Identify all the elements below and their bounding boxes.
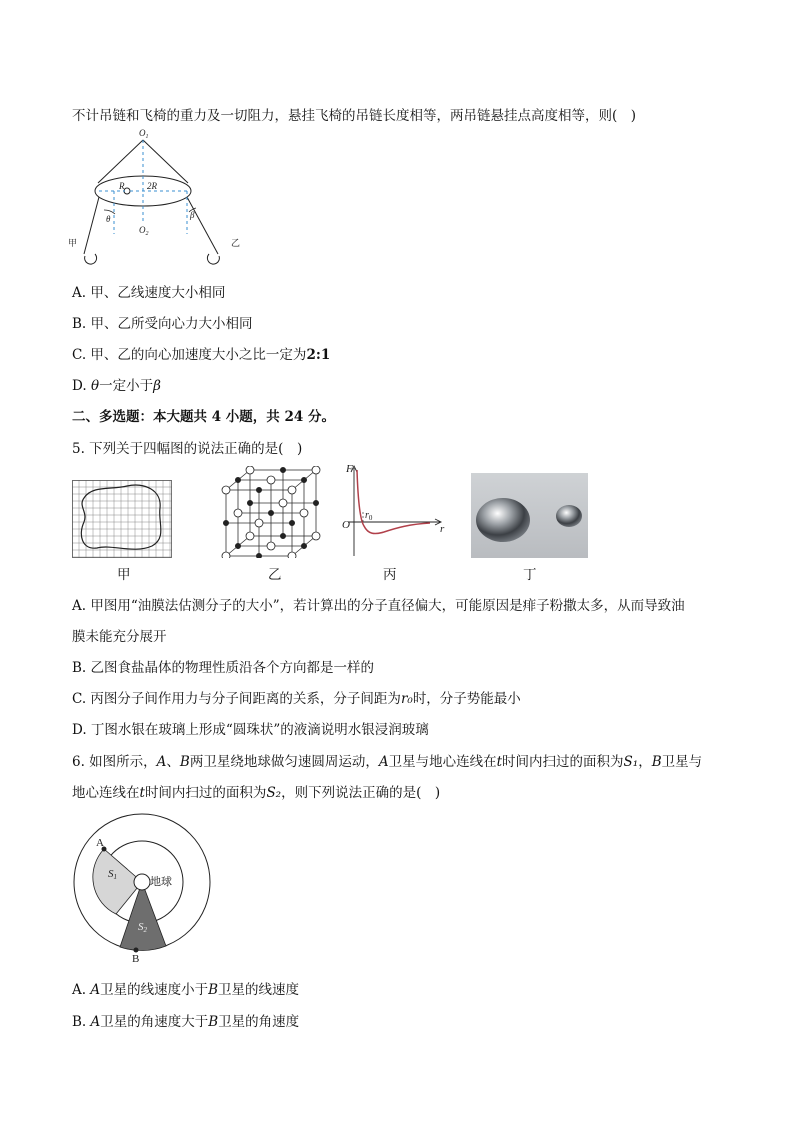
q4-option-a: A. 甲、乙线速度大小相同	[72, 285, 226, 301]
sodium-ion	[289, 520, 294, 525]
chloride-ion	[222, 552, 230, 558]
chloride-ion	[246, 466, 254, 474]
chloride-ion	[234, 509, 242, 517]
svg-text:R: R	[119, 181, 125, 191]
q6-option-b: B. A卫星的角速度大于B卫星的角速度	[72, 1014, 300, 1030]
sodium-ion	[223, 520, 228, 525]
sodium-ion	[247, 500, 252, 505]
large-mercury-drop	[476, 498, 530, 542]
force-distance-graph	[340, 462, 450, 562]
chloride-ion	[288, 552, 296, 558]
salt-crystal-figure	[220, 466, 322, 558]
chloride-ion	[246, 532, 254, 540]
caption-yi: 乙	[268, 567, 282, 583]
caption-bing: 丙	[383, 567, 397, 583]
earth	[134, 874, 150, 890]
section-heading: 二、多选题：本大题共 4 小题，共 24 分。	[72, 409, 335, 425]
swing-ride-figure	[68, 124, 248, 272]
chloride-ion	[300, 509, 308, 517]
mercury-droplets-photo	[471, 473, 588, 558]
sodium-ion	[235, 543, 240, 548]
svg-text:θ: θ	[106, 214, 111, 224]
q6-stem-line1: 6. 如图所示，A、B两卫星绕地球做匀速圆周运动，A卫星与地心连线在t时间内扫过的面积为S₁，B卫星与	[72, 754, 703, 770]
sodium-ion	[235, 477, 240, 482]
svg-text:S2: S2	[138, 921, 147, 934]
force-curve	[357, 470, 430, 534]
svg-text:A: A	[96, 837, 104, 849]
q6-option-a: A. A卫星的线速度小于B卫星的线速度	[72, 982, 300, 998]
svg-text:r: r	[440, 523, 445, 535]
q5-option-c: C. 丙图分子间作用力与分子间距离的关系，分子间距为r₀时，分子势能最小	[72, 691, 521, 707]
caption-jia: 甲	[117, 567, 131, 583]
chloride-ion	[222, 486, 230, 494]
chloride-ion	[267, 542, 275, 550]
q5-option-a-line2: 膜未能充分展开	[72, 629, 167, 645]
left-chain	[84, 197, 99, 254]
sodium-ion	[280, 467, 285, 472]
small-mercury-drop	[556, 505, 582, 527]
satellite-orbit-figure	[70, 812, 216, 962]
oil-film-grid-figure	[72, 480, 172, 558]
chloride-ion	[267, 476, 275, 484]
svg-text:地球: 地球	[150, 876, 172, 888]
chloride-ion	[255, 519, 263, 527]
q4-stem: 不计吊链和飞椅的重力及一切阻力，悬挂飞椅的吊链长度相等，两吊链悬挂点高度相等，则( )	[72, 108, 637, 124]
chloride-ion	[288, 486, 296, 494]
svg-text:B: B	[132, 953, 140, 962]
svg-text:O: O	[342, 519, 350, 531]
chloride-ion	[279, 499, 287, 507]
svg-text:r0: $r_0$	[365, 510, 373, 522]
right-seat	[207, 254, 219, 264]
sodium-ion	[280, 533, 285, 538]
q5-stem: 5. 下列关于四幅图的说法正确的是( )	[72, 441, 303, 457]
svg-text:O1: $O_1$	[139, 128, 149, 140]
chloride-ion	[312, 532, 320, 540]
q5-option-d: D. 丁图水银在玻璃上形成“圆珠状”的液滴说明水银浸润玻璃	[72, 722, 429, 738]
q5-option-b: B. 乙图食盐晶体的物理性质沿各个方向都是一样的	[72, 660, 375, 676]
svg-text:O2: $O_2$	[139, 225, 149, 237]
caption-ding: 丁	[523, 567, 537, 583]
sodium-ion	[313, 500, 318, 505]
q5-option-a-line1: A. 甲图用“油膜法估测分子的大小”，若计算出的分子直径偏大，可能原因是痱子粉撒太多，从而导致油	[72, 598, 685, 614]
svg-text:甲: 甲	[68, 238, 78, 248]
satellite-b-dot	[134, 948, 139, 953]
chloride-ion	[312, 466, 320, 474]
q4-option-b: B. 甲、乙所受向心力大小相同	[72, 316, 253, 332]
left-seat	[85, 254, 97, 264]
sodium-ion	[256, 553, 261, 558]
right-chain	[187, 197, 218, 254]
svg-text:2R: 2R	[147, 181, 157, 191]
q6-stem-line2: 地心连线在t时间内扫过的面积为S₂，则下列说法正确的是( )	[72, 785, 441, 801]
q4-option-d: D. θ一定小于β	[72, 378, 161, 394]
svg-text:F: F	[346, 463, 353, 475]
svg-text:β: β	[190, 210, 195, 220]
svg-text:乙: 乙	[231, 238, 241, 248]
sodium-ion	[301, 477, 306, 482]
svg-text:S1: S1	[108, 868, 117, 881]
sodium-ion	[268, 510, 273, 515]
sodium-ion	[301, 543, 306, 548]
sodium-ion	[256, 487, 261, 492]
q4-option-c: C. 甲、乙的向心加速度大小之比一定为2:1	[72, 347, 331, 363]
